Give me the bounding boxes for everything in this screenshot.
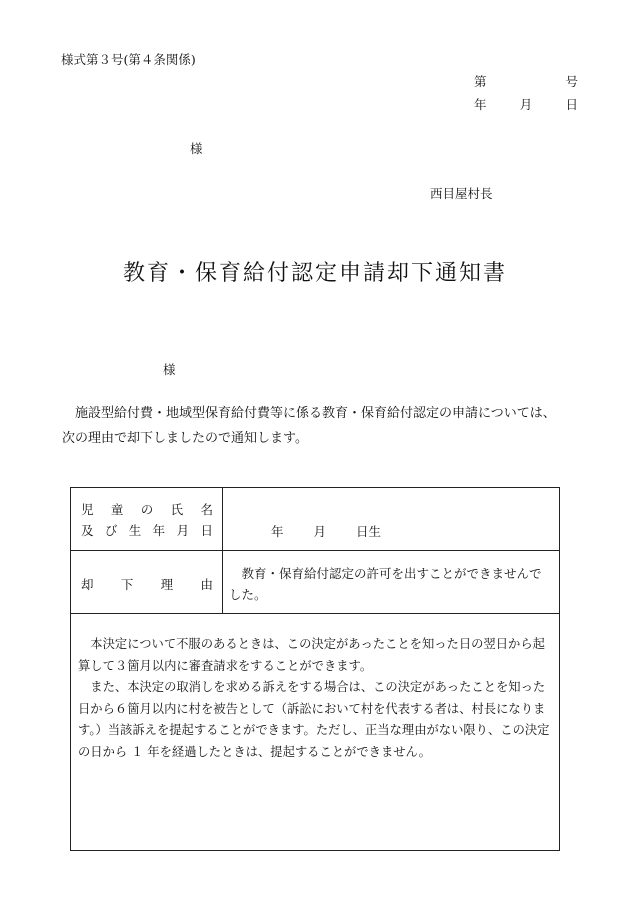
document-number-prefix: 第 — [474, 74, 487, 89]
label-char: 年 — [152, 523, 166, 538]
reason-label-text — [71, 575, 222, 593]
document-number-suffix: 号 — [565, 74, 578, 89]
birth-day: 日生 — [355, 524, 381, 539]
label-char: 月 — [176, 523, 190, 538]
date-day: 日 — [565, 97, 578, 112]
label-char: の — [140, 502, 154, 517]
label-char: 名 — [200, 502, 213, 517]
body-text — [62, 401, 562, 451]
notice-row — [71, 614, 559, 850]
label-char: 下 — [120, 577, 134, 592]
notice-table — [70, 487, 560, 851]
top-addressee-honorific: 様 — [190, 141, 203, 156]
form-number: 様式第３号(第４条関係) — [61, 52, 196, 67]
addressee-honorific: 様 — [163, 362, 176, 377]
reason-row — [71, 551, 559, 614]
date-year: 年 — [474, 97, 487, 112]
notice-paragraph-2: また、本決定の取消しを求める訴えをする場合は、この決定があったことを知った日から６箇月以内に村を被告として（訴訟において村を代表する者は、村長になります。）当該訴えを提起することができます。ただし、正当な理由がない限り、この決定の日から １ 年を経過したときは、提起することができません。 — [78, 680, 550, 759]
label-char: 由 — [200, 577, 213, 592]
label-char: 却 — [81, 577, 94, 592]
sender-name: 西目屋村長 — [430, 186, 493, 201]
label-char: 及 — [81, 523, 94, 538]
label-char: び — [104, 523, 118, 538]
body-paragraph: 施設型給付費・地域型保育給付費等に係る教育・保育給付認定の申請については、次の理由で却下しましたので通知します。 — [62, 406, 556, 446]
birthdate-field — [271, 522, 381, 540]
child-info-label — [71, 488, 223, 550]
child-name-label — [71, 500, 222, 518]
child-info-row — [71, 488, 559, 551]
label-char: 児 — [81, 502, 94, 517]
document-number — [474, 72, 578, 90]
document-date — [474, 95, 578, 113]
birth-year: 年 — [271, 524, 284, 539]
label-char: 生 — [128, 523, 142, 538]
appeal-notice — [78, 634, 551, 763]
reason-value — [223, 551, 559, 613]
label-char: 童 — [110, 502, 124, 517]
birth-month: 月 — [313, 524, 326, 539]
reason-label — [71, 551, 223, 613]
birthdate-label — [71, 521, 222, 539]
reason-text: 教育・保育給付認定の許可を出すことができませんでした。 — [229, 566, 542, 602]
notice-paragraph-1: 本決定について不服のあるときは、この決定があったことを知った日の翌日から起算して３箇月以内に審査請求をすることができます。 — [78, 637, 545, 673]
label-char: 日 — [200, 523, 213, 538]
label-char: 氏 — [170, 502, 184, 517]
document-title: 教育・保育給付認定申請却下通知書 — [122, 261, 507, 286]
child-info-value — [223, 488, 559, 550]
date-month: 月 — [519, 97, 533, 112]
label-char: 理 — [160, 577, 174, 592]
